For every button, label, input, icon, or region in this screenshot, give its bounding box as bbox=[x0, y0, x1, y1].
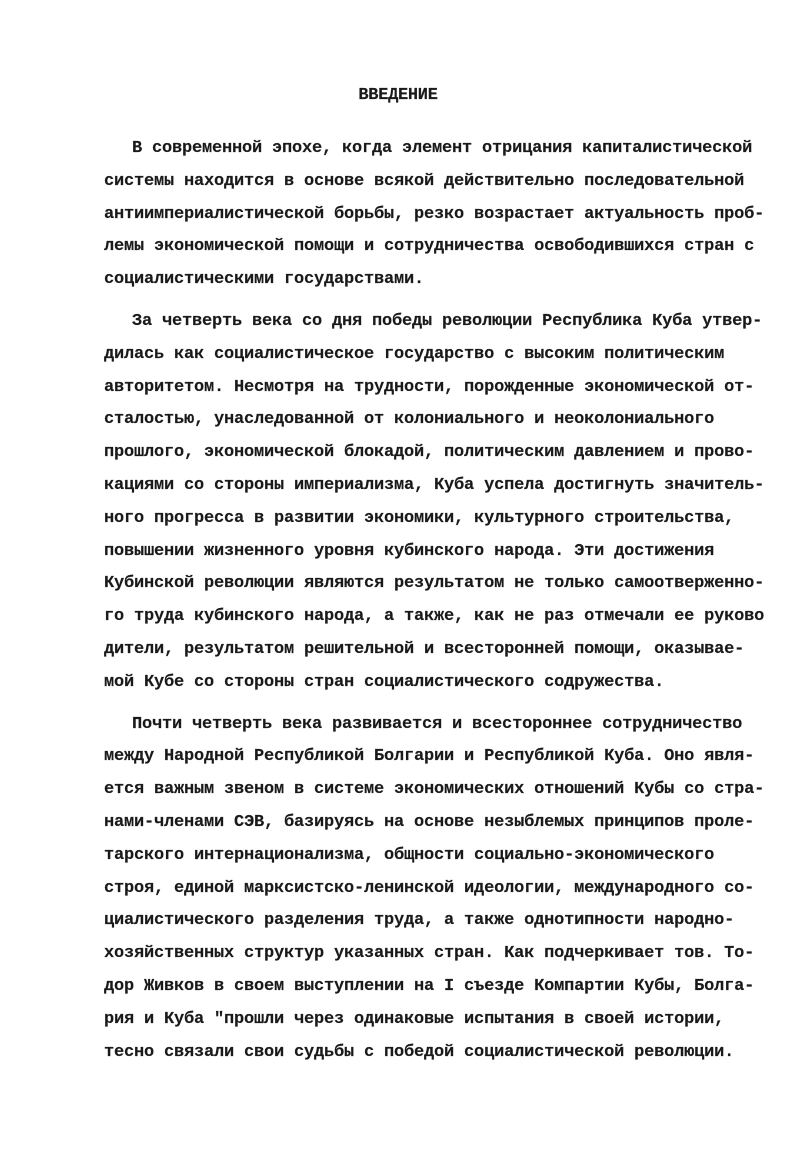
text-line: дор Живков в своем выступлении на I съезде Компартии Кубы, Болга- bbox=[104, 976, 755, 996]
body-text bbox=[104, 136, 794, 1081]
text-line: рия и Куба "прошли через одинаковые испытания в своей истории, bbox=[104, 1009, 725, 1029]
text-line: строя, единой марксистско-ленинской идеологии, международного со- bbox=[104, 878, 755, 898]
text-line: нами-членами СЭВ, базируясь на основе незыблемых принципов проле- bbox=[104, 812, 755, 832]
text-line: повышении жизненного уровня кубинского народа. Эти достижения bbox=[104, 541, 715, 561]
text-line: циалистического разделения труда, а также однотипности народно- bbox=[104, 911, 735, 931]
text-line: между Народной Республикой Болгарии и Республикой Куба. Оно явля- bbox=[104, 747, 755, 767]
text-line: ется важным звеном в системе экономических отношений Кубы со стра- bbox=[104, 780, 765, 800]
text-line: го труда кубинского народа, а также, как не раз отмечали ее руково bbox=[104, 607, 765, 627]
text-line: антиимпериалистической борьбы, резко возрастает актуальность проб- bbox=[104, 204, 765, 224]
text-line: мой Кубе со стороны стран социалистического содружества. bbox=[104, 672, 665, 692]
text-line: ного прогресса в развитии экономики, культурного строительства, bbox=[104, 508, 735, 528]
text-line: системы находится в основе всякой действительно последовательной bbox=[104, 171, 745, 191]
text-line: кациями со стороны империализма, Куба успела достигнуть значитель- bbox=[104, 475, 765, 495]
paragraph-1 bbox=[104, 136, 794, 300]
paragraph-2 bbox=[104, 309, 794, 703]
text-line: прошлого, экономической блокадой, политическим давлением и прово- bbox=[104, 443, 755, 463]
text-line: За четверть века со дня победы революции Республика Куба утвер- bbox=[132, 311, 763, 331]
text-line: Кубинской революции являются результатом не только самоотверженно- bbox=[104, 574, 765, 594]
paragraph-3 bbox=[104, 712, 794, 1073]
text-line: тесно связали свои судьбы с победой социалистической революции. bbox=[104, 1042, 735, 1062]
text-line: тарского интернационализма, общности социально-экономического bbox=[104, 845, 715, 865]
text-line: дители, результатом решительной и всесторонней помощи, оказывае- bbox=[104, 639, 745, 659]
text-line: хозяйственных структур указанных стран. Как подчеркивает тов. То- bbox=[104, 944, 755, 964]
text-line: авторитетом. Несмотря на трудности, порожденные экономической от- bbox=[104, 377, 755, 397]
page-title: ВВЕДЕНИЕ bbox=[358, 86, 438, 105]
text-line: социалистическими государствами. bbox=[104, 270, 425, 290]
text-line: сталостью, унаследованной от колониального и неоколониального bbox=[104, 410, 715, 430]
text-line: В современной эпохе, когда элемент отрицания капиталистической bbox=[132, 139, 753, 158]
text-line: дилась как социалистическое государство с высоким политическим bbox=[104, 344, 725, 364]
text-line: лемы экономической помощи и сотрудничества освободившихся стран с bbox=[104, 237, 755, 257]
text-line: Почти четверть века развивается и всестороннее сотрудничество bbox=[132, 714, 743, 734]
